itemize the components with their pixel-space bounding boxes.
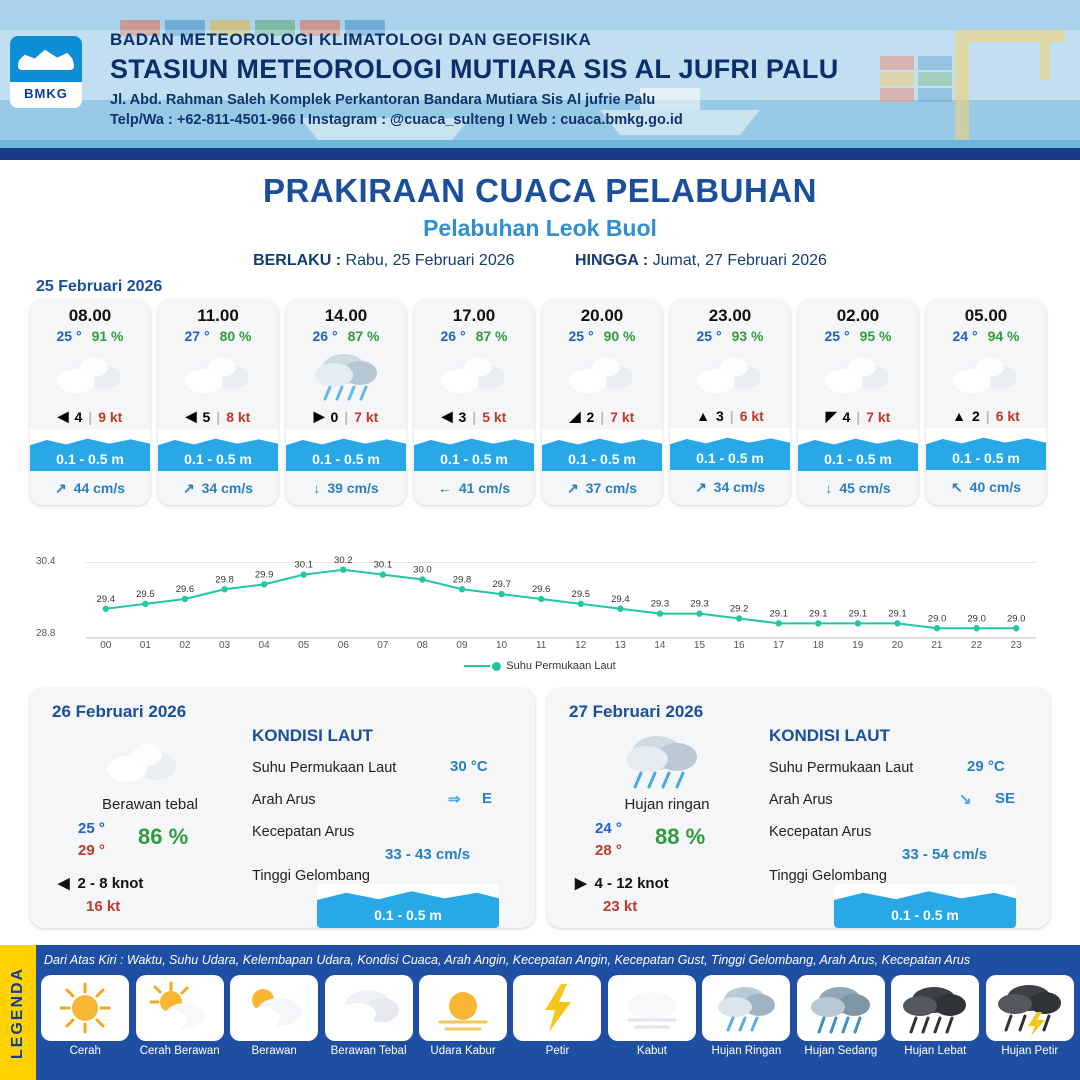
- logo-text: BMKG: [10, 82, 82, 108]
- svg-text:29.8: 29.8: [452, 574, 472, 586]
- legend-item-label: Berawan Tebal: [330, 1045, 407, 1057]
- day3-current-speed-value: 33 - 54 cm/s: [902, 846, 988, 863]
- page-title: PRAKIRAAN CUACA PELABUHAN: [263, 172, 817, 209]
- chart-legend-label: Suhu Permukaan Laut: [506, 660, 616, 672]
- forecast-current: [798, 471, 918, 505]
- day2-wave-badge: [317, 884, 499, 928]
- forecast-temp: 25 °: [696, 328, 722, 344]
- forecast-wind-arrow-icon: ◀: [57, 408, 69, 424]
- day3-temp-min: 24 °: [595, 820, 622, 837]
- header-text-block: [110, 30, 839, 128]
- forecast-wave-value: 0.1 - 0.5 m: [568, 451, 636, 467]
- forecast-wind-arrow-icon: ◤: [825, 408, 837, 424]
- chart-x-tick: 17: [773, 640, 785, 651]
- legend-panel: [0, 945, 1080, 1080]
- chart-x-tick: 01: [139, 640, 151, 651]
- svg-text:29.1: 29.1: [809, 608, 828, 620]
- forecast-current: [670, 470, 790, 504]
- day2-sea-title: KONDISI LAUT: [252, 726, 373, 745]
- validity-from-label: BERLAKU :: [253, 252, 342, 269]
- bmkg-logo: [10, 36, 82, 108]
- day2-sst-value: 30 °C: [450, 758, 488, 775]
- chart-x-tick: 07: [377, 640, 389, 651]
- legend-item: [418, 975, 508, 1057]
- forecast-card: 05.00 24 ° 94 % ▲ 2 | 6 kt 0.1 - 0.5 m ↖ 40 cm/s: [926, 300, 1046, 505]
- station-contact: Telp/Wa : +62-811-4501-966 I Instagram : @cuaca_sulteng I Web : cuaca.bmkg.go.id: [110, 112, 683, 128]
- legend-item-label: Udara Kabur: [430, 1045, 496, 1057]
- forecast-wind-speed: 5: [202, 408, 211, 425]
- forecast-current-arrow-icon: ↗: [694, 478, 707, 495]
- station-address: Jl. Abd. Rahman Saleh Komplek Perkantoran Bandara Mutiara Sis Al jufrie Palu: [110, 92, 656, 108]
- forecast-gust: 6 kt: [739, 408, 764, 424]
- svg-text:29.9: 29.9: [254, 569, 274, 581]
- forecast-wind-speed: 4: [74, 408, 83, 425]
- forecast-gust: 6 kt: [995, 408, 1020, 424]
- day2-current-dir-arrow-icon: ⇒: [448, 791, 461, 808]
- forecast-time: 14.00: [324, 306, 368, 325]
- legend-item: [796, 975, 886, 1057]
- day3-current-dir-label: Arah Arus: [769, 792, 833, 808]
- validity-row: [0, 252, 1080, 270]
- forecast-wind-arrow-icon: ◀: [185, 408, 197, 424]
- forecast-current: [286, 471, 406, 505]
- forecast-wave: [158, 429, 278, 471]
- legend-item-label: Hujan Ringan: [711, 1045, 782, 1057]
- header-bottom-band: [0, 148, 1080, 160]
- sun-cloud-icon: [136, 975, 224, 1041]
- heavy-rain-icon: [891, 975, 979, 1041]
- forecast-temp: 25 °: [824, 328, 850, 344]
- forecast-time: 05.00: [964, 306, 1008, 325]
- forecast-temp: 25 °: [56, 328, 82, 344]
- forecast-card: 02.00 25 ° 95 % ◤ 4 | 7 kt 0.1 - 0.5 m ↓ 45 cm/s: [798, 300, 918, 505]
- svg-text:29.4: 29.4: [96, 593, 116, 605]
- forecast-wave-value: 0.1 - 0.5 m: [952, 450, 1020, 466]
- day3-sst-value: 29 °C: [967, 758, 1005, 775]
- forecast-wave: [542, 429, 662, 471]
- chart-ymin-label: 28.8: [36, 628, 56, 639]
- legend-item: [607, 975, 697, 1057]
- validity-from-value: Rabu, 25 Februari 2026: [345, 252, 515, 269]
- svg-text:29.1: 29.1: [848, 608, 868, 620]
- day3-current-speed-label: Kecepatan Arus: [769, 824, 872, 840]
- page-header: [0, 0, 1080, 160]
- day3-wind: [575, 874, 669, 892]
- day2-current-dir-label: Arah Arus: [252, 792, 316, 808]
- legend-item: [229, 975, 319, 1057]
- day2-condition: Berawan tebal: [102, 796, 198, 813]
- forecast-current-value: 41 cm/s: [458, 480, 511, 496]
- forecast-current-value: 39 cm/s: [327, 480, 379, 496]
- legend-item: [134, 975, 224, 1057]
- forecast-card: 23.00 25 ° 93 % ▲ 3 | 6 kt 0.1 - 0.5 m ↗ 34 cm/s: [670, 300, 790, 505]
- forecast-weather-icon: [158, 348, 278, 406]
- forecast-current-value: 44 cm/s: [73, 480, 126, 496]
- forecast-weather-icon: [414, 348, 534, 406]
- day2-temps: [78, 818, 105, 862]
- day2-weather-icon: [90, 732, 200, 788]
- forecast-humidity: 90 %: [603, 328, 636, 344]
- svg-text:29.0: 29.0: [927, 613, 947, 625]
- logo-graphic: [10, 36, 82, 82]
- forecast-wave-value: 0.1 - 0.5 m: [56, 451, 124, 467]
- forecast-time: 20.00: [580, 306, 624, 325]
- cloud-icon: [325, 975, 413, 1041]
- forecast-humidity: 93 %: [731, 328, 764, 344]
- day3-current-dir-value: SE: [995, 790, 1016, 807]
- svg-text:30.0: 30.0: [413, 564, 432, 576]
- chart-x-tick: 13: [614, 640, 626, 651]
- day2-wave-label: Tinggi Gelombang: [252, 868, 370, 884]
- legend-item-label: Berawan: [251, 1045, 297, 1057]
- forecast-wave: [286, 429, 406, 471]
- forecast-card: 11.00 27 ° 80 % ◀ 5 | 8 kt 0.1 - 0.5 m ↗ 34 cm/s: [158, 300, 278, 505]
- day3-wind-arrow-icon: ▶: [575, 875, 587, 892]
- legend-item-label: Petir: [545, 1045, 570, 1057]
- forecast-current: [30, 471, 150, 505]
- forecast-current-arrow-icon: ↓: [313, 480, 321, 496]
- forecast-temp: 26 °: [440, 328, 466, 344]
- svg-text:29.7: 29.7: [492, 579, 511, 591]
- fog-icon: [608, 975, 696, 1041]
- legend-item-label: Cerah: [69, 1045, 101, 1057]
- moderate-rain-icon: [797, 975, 885, 1041]
- svg-text:29.2: 29.2: [729, 603, 749, 615]
- forecast-wind-speed: 0: [330, 408, 339, 425]
- day2-current-dir-value: E: [482, 790, 493, 807]
- legend-item-label: Cerah Berawan: [139, 1045, 220, 1057]
- forecast-gust: 7 kt: [866, 408, 891, 425]
- day3-temp-max: 28 °: [595, 842, 622, 859]
- forecast-weather-icon: [30, 348, 150, 406]
- chart-x-tick: 18: [812, 640, 824, 651]
- svg-text:29.6: 29.6: [531, 584, 551, 595]
- sun-icon: [41, 975, 129, 1041]
- forecast-wind-arrow-icon: ▲: [696, 408, 710, 424]
- forecast-current-value: 40 cm/s: [969, 479, 1022, 495]
- forecast-wave-value: 0.1 - 0.5 m: [440, 451, 508, 467]
- forecast-current-value: 34 cm/s: [201, 480, 254, 496]
- forecast-humidity: 87 %: [347, 328, 380, 344]
- forecast-gust: 7 kt: [354, 408, 379, 425]
- day3-gust: 23 kt: [603, 898, 638, 915]
- station-name: STASIUN METEOROLOGI MUTIARA SIS AL JUFRI PALU: [110, 54, 839, 84]
- validity-to-value: Jumat, 27 Februari 2026: [652, 252, 827, 269]
- chart-plot-area: [86, 554, 1036, 638]
- svg-text:29.3: 29.3: [690, 598, 709, 610]
- chart-x-tick: 19: [852, 640, 864, 651]
- day2-gust: 16 kt: [86, 898, 121, 915]
- forecast-wave: [30, 429, 150, 471]
- forecast-current-value: 45 cm/s: [839, 480, 891, 496]
- svg-text:29.1: 29.1: [769, 608, 788, 620]
- svg-text:30.1: 30.1: [294, 559, 313, 571]
- forecast-current: [926, 470, 1046, 504]
- chart-legend: [36, 660, 1044, 672]
- forecast-wind-arrow-icon: ◢: [569, 408, 581, 424]
- day3-wave-value: 0.1 - 0.5 m: [891, 907, 959, 923]
- day3-sea-title: KONDISI LAUT: [769, 726, 890, 745]
- legend-items-row: [40, 975, 1075, 1057]
- legend-item-label: Hujan Lebat: [904, 1045, 967, 1057]
- forecast-humidity: 95 %: [859, 328, 892, 344]
- forecast-wind-arrow-icon: ▲: [952, 408, 966, 424]
- forecast-wave-value: 0.1 - 0.5 m: [824, 451, 892, 467]
- forecast-current-value: 34 cm/s: [713, 479, 766, 495]
- legend-side-title: LEGENDA: [0, 945, 36, 1080]
- day2-temp-min: 25 °: [78, 820, 105, 837]
- cloud-sun-icon: [230, 975, 318, 1041]
- forecast-card: 20.00 25 ° 90 % ◢ 2 | 7 kt 0.1 - 0.5 m ↗ 37 cm/s: [542, 300, 662, 505]
- chart-x-tick: 05: [298, 640, 310, 651]
- haze-icon: [419, 975, 507, 1041]
- forecast-card: 14.00 26 ° 87 % ▶ 0 | 7 kt 0.1 - 0.5 m ↓ 39 cm/s: [286, 300, 406, 505]
- day3-humidity: 88 %: [655, 824, 706, 849]
- forecast-wind-arrow-icon: ▶: [313, 408, 325, 424]
- forecast-current-arrow-icon: ←: [437, 480, 452, 496]
- legend-item: [985, 975, 1075, 1057]
- forecast-time: 08.00: [68, 306, 112, 325]
- legend-note: Dari Atas Kiri : Waktu, Suhu Udara, Kelembapan Udara, Kondisi Cuaca, Arah Angin, Kecepatan Angin, Kecepatan Gust, Tinggi Gelombang, Arah Arus, Kecepatan Arus: [44, 953, 971, 967]
- forecast-time: 11.00: [197, 306, 239, 325]
- forecast-wind-speed: 2: [972, 408, 980, 424]
- chart-x-tick: 16: [733, 640, 745, 651]
- legend-item-label: Hujan Petir: [1001, 1045, 1059, 1057]
- svg-text:29.4: 29.4: [611, 593, 630, 605]
- day3-date: 27 Februari 2026: [569, 702, 704, 721]
- forecast-humidity: 91 %: [91, 328, 124, 344]
- forecast-current-arrow-icon: ↗: [566, 479, 579, 496]
- chart-x-tick: 00: [100, 640, 112, 651]
- svg-text:29.6: 29.6: [175, 584, 195, 595]
- legend-item-label: Kabut: [636, 1045, 667, 1057]
- chart-x-tick: 02: [179, 640, 191, 651]
- day3-current-dir-arrow-icon: ↘: [959, 791, 972, 808]
- forecast-weather-icon: [542, 348, 662, 406]
- legend-item: [701, 975, 791, 1057]
- forecast-temp: 26 °: [312, 328, 338, 344]
- agency-name: BADAN METEOROLOGI KLIMATOLOGI DAN GEOFISIKA: [110, 30, 592, 49]
- forecast-gust: 8 kt: [226, 408, 251, 425]
- day2-temp-max: 29 °: [78, 842, 105, 859]
- forecast-gust: 5 kt: [482, 408, 507, 425]
- forecast-current-value: 37 cm/s: [585, 480, 638, 496]
- day3-condition: Hujan ringan: [624, 796, 710, 813]
- svg-text:29.5: 29.5: [136, 588, 155, 600]
- lightning-icon: [513, 975, 601, 1041]
- forecast-wind-speed: 4: [842, 408, 851, 425]
- forecast-weather-icon: [798, 348, 918, 406]
- thunderstorm-icon: [986, 975, 1074, 1041]
- forecast-current: [414, 471, 534, 505]
- chart-x-tick: 20: [891, 640, 903, 651]
- svg-text:29.8: 29.8: [215, 574, 234, 586]
- forecast-card: 17.00 26 ° 87 % ◀ 3 | 5 kt 0.1 - 0.5 m ← 41 cm/s: [414, 300, 534, 505]
- chart-x-tick: 21: [931, 640, 943, 651]
- svg-text:30.2: 30.2: [334, 554, 353, 566]
- day2-current-speed-value: 33 - 43 cm/s: [385, 846, 471, 863]
- chart-x-tick: 14: [654, 640, 666, 651]
- forecast-time: 23.00: [708, 306, 752, 325]
- chart-x-tick: 22: [970, 640, 983, 651]
- forecast-current-arrow-icon: ↗: [54, 479, 67, 496]
- chart-x-tick: 15: [693, 640, 706, 651]
- day2-panel: [30, 688, 535, 928]
- forecast-humidity: 94 %: [987, 328, 1020, 344]
- forecast-wind-speed: 3: [716, 408, 724, 424]
- forecast-temp: 27 °: [184, 328, 210, 344]
- svg-text:29.5: 29.5: [571, 588, 591, 600]
- forecast-temp: 25 °: [568, 328, 594, 344]
- day3-panel: [547, 688, 1050, 928]
- svg-text:29.3: 29.3: [650, 598, 670, 610]
- day3-wave-badge: [834, 884, 1016, 928]
- chart-x-tick: 10: [496, 640, 508, 651]
- legend-item-label: Hujan Sedang: [804, 1045, 878, 1057]
- forecast-wave: [798, 429, 918, 471]
- chart-x-tick: 08: [416, 640, 428, 651]
- svg-text:30.1: 30.1: [373, 559, 393, 571]
- legend-item: [512, 975, 602, 1057]
- forecast-weather-icon: [926, 348, 1046, 406]
- forecast-card: 08.00 25 ° 91 % ◀ 4 | 9 kt 0.1 - 0.5 m ↗ 44 cm/s: [30, 300, 150, 505]
- forecast-wave-value: 0.1 - 0.5 m: [184, 451, 252, 467]
- forecast-wave: [926, 428, 1046, 470]
- forecast-wind-speed: 2: [586, 408, 595, 425]
- svg-text:29.0: 29.0: [967, 613, 986, 625]
- sst-chart: [36, 554, 1044, 672]
- forecast-temp: 24 °: [952, 328, 978, 344]
- forecast-wave: [414, 429, 534, 471]
- light-rain-icon: [702, 975, 790, 1041]
- svg-text:29.1: 29.1: [888, 608, 907, 620]
- forecast-wave-value: 0.1 - 0.5 m: [696, 450, 764, 466]
- forecast-current-arrow-icon: ↓: [825, 480, 833, 496]
- chart-x-tick: 11: [535, 640, 547, 651]
- forecast-weather-icon: [670, 348, 790, 406]
- day3-sst-label: Suhu Permukaan Laut: [769, 760, 914, 776]
- chart-x-tick: 12: [575, 640, 587, 651]
- forecast-humidity: 87 %: [475, 328, 508, 344]
- chart-x-tick: 09: [456, 640, 468, 651]
- day2-wind: [58, 874, 143, 892]
- legend-item: [890, 975, 980, 1057]
- day3-weather-icon: [607, 732, 717, 788]
- day2-date: 26 Februari 2026: [52, 702, 187, 721]
- day3-wave-label: Tinggi Gelombang: [769, 868, 887, 884]
- hourly-forecast-row: [30, 300, 1050, 505]
- forecast-current: [542, 471, 662, 505]
- legend-item: [323, 975, 413, 1057]
- forecast-gust: 9 kt: [98, 408, 123, 425]
- forecast-gust: 7 kt: [610, 408, 635, 425]
- day2-current-speed-label: Kecepatan Arus: [252, 824, 355, 840]
- day3-temps: [595, 818, 622, 862]
- day2-humidity: 86 %: [138, 824, 189, 849]
- day3-wind-value: 4 - 12 knot: [594, 874, 669, 892]
- forecast-current-arrow-icon: ↖: [950, 478, 963, 495]
- page-subtitle: Pelabuhan Leok Buol: [423, 215, 657, 241]
- day2-wave-value: 0.1 - 0.5 m: [374, 907, 442, 923]
- chart-x-tick: 23: [1010, 640, 1022, 651]
- validity-to-label: HINGGA :: [574, 252, 649, 269]
- forecast-time: 02.00: [836, 306, 880, 325]
- svg-text:29.0: 29.0: [1006, 613, 1026, 625]
- legend-item: [40, 975, 130, 1057]
- forecast-weather-icon: [286, 348, 406, 406]
- day2-wind-value: 2 - 8 knot: [77, 874, 144, 892]
- chart-x-tick: 03: [218, 640, 231, 651]
- day2-sst-label: Suhu Permukaan Laut: [252, 760, 397, 776]
- forecast-day-label: 25 Februari 2026: [36, 278, 163, 295]
- forecast-wave: [670, 428, 790, 470]
- chart-x-labels: [86, 640, 1036, 651]
- forecast-wind-speed: 3: [458, 408, 467, 425]
- chart-x-tick: 06: [337, 640, 349, 651]
- chart-x-tick: 04: [258, 640, 270, 651]
- forecast-current-arrow-icon: ↗: [182, 479, 195, 496]
- forecast-wave-value: 0.1 - 0.5 m: [312, 451, 380, 467]
- forecast-current: [158, 471, 278, 505]
- forecast-wind-arrow-icon: ◀: [441, 408, 453, 424]
- chart-ymax-label: 30.4: [36, 556, 56, 567]
- day2-wind-arrow-icon: ◀: [58, 875, 70, 892]
- forecast-time: 17.00: [452, 306, 496, 325]
- forecast-humidity: 80 %: [219, 328, 252, 344]
